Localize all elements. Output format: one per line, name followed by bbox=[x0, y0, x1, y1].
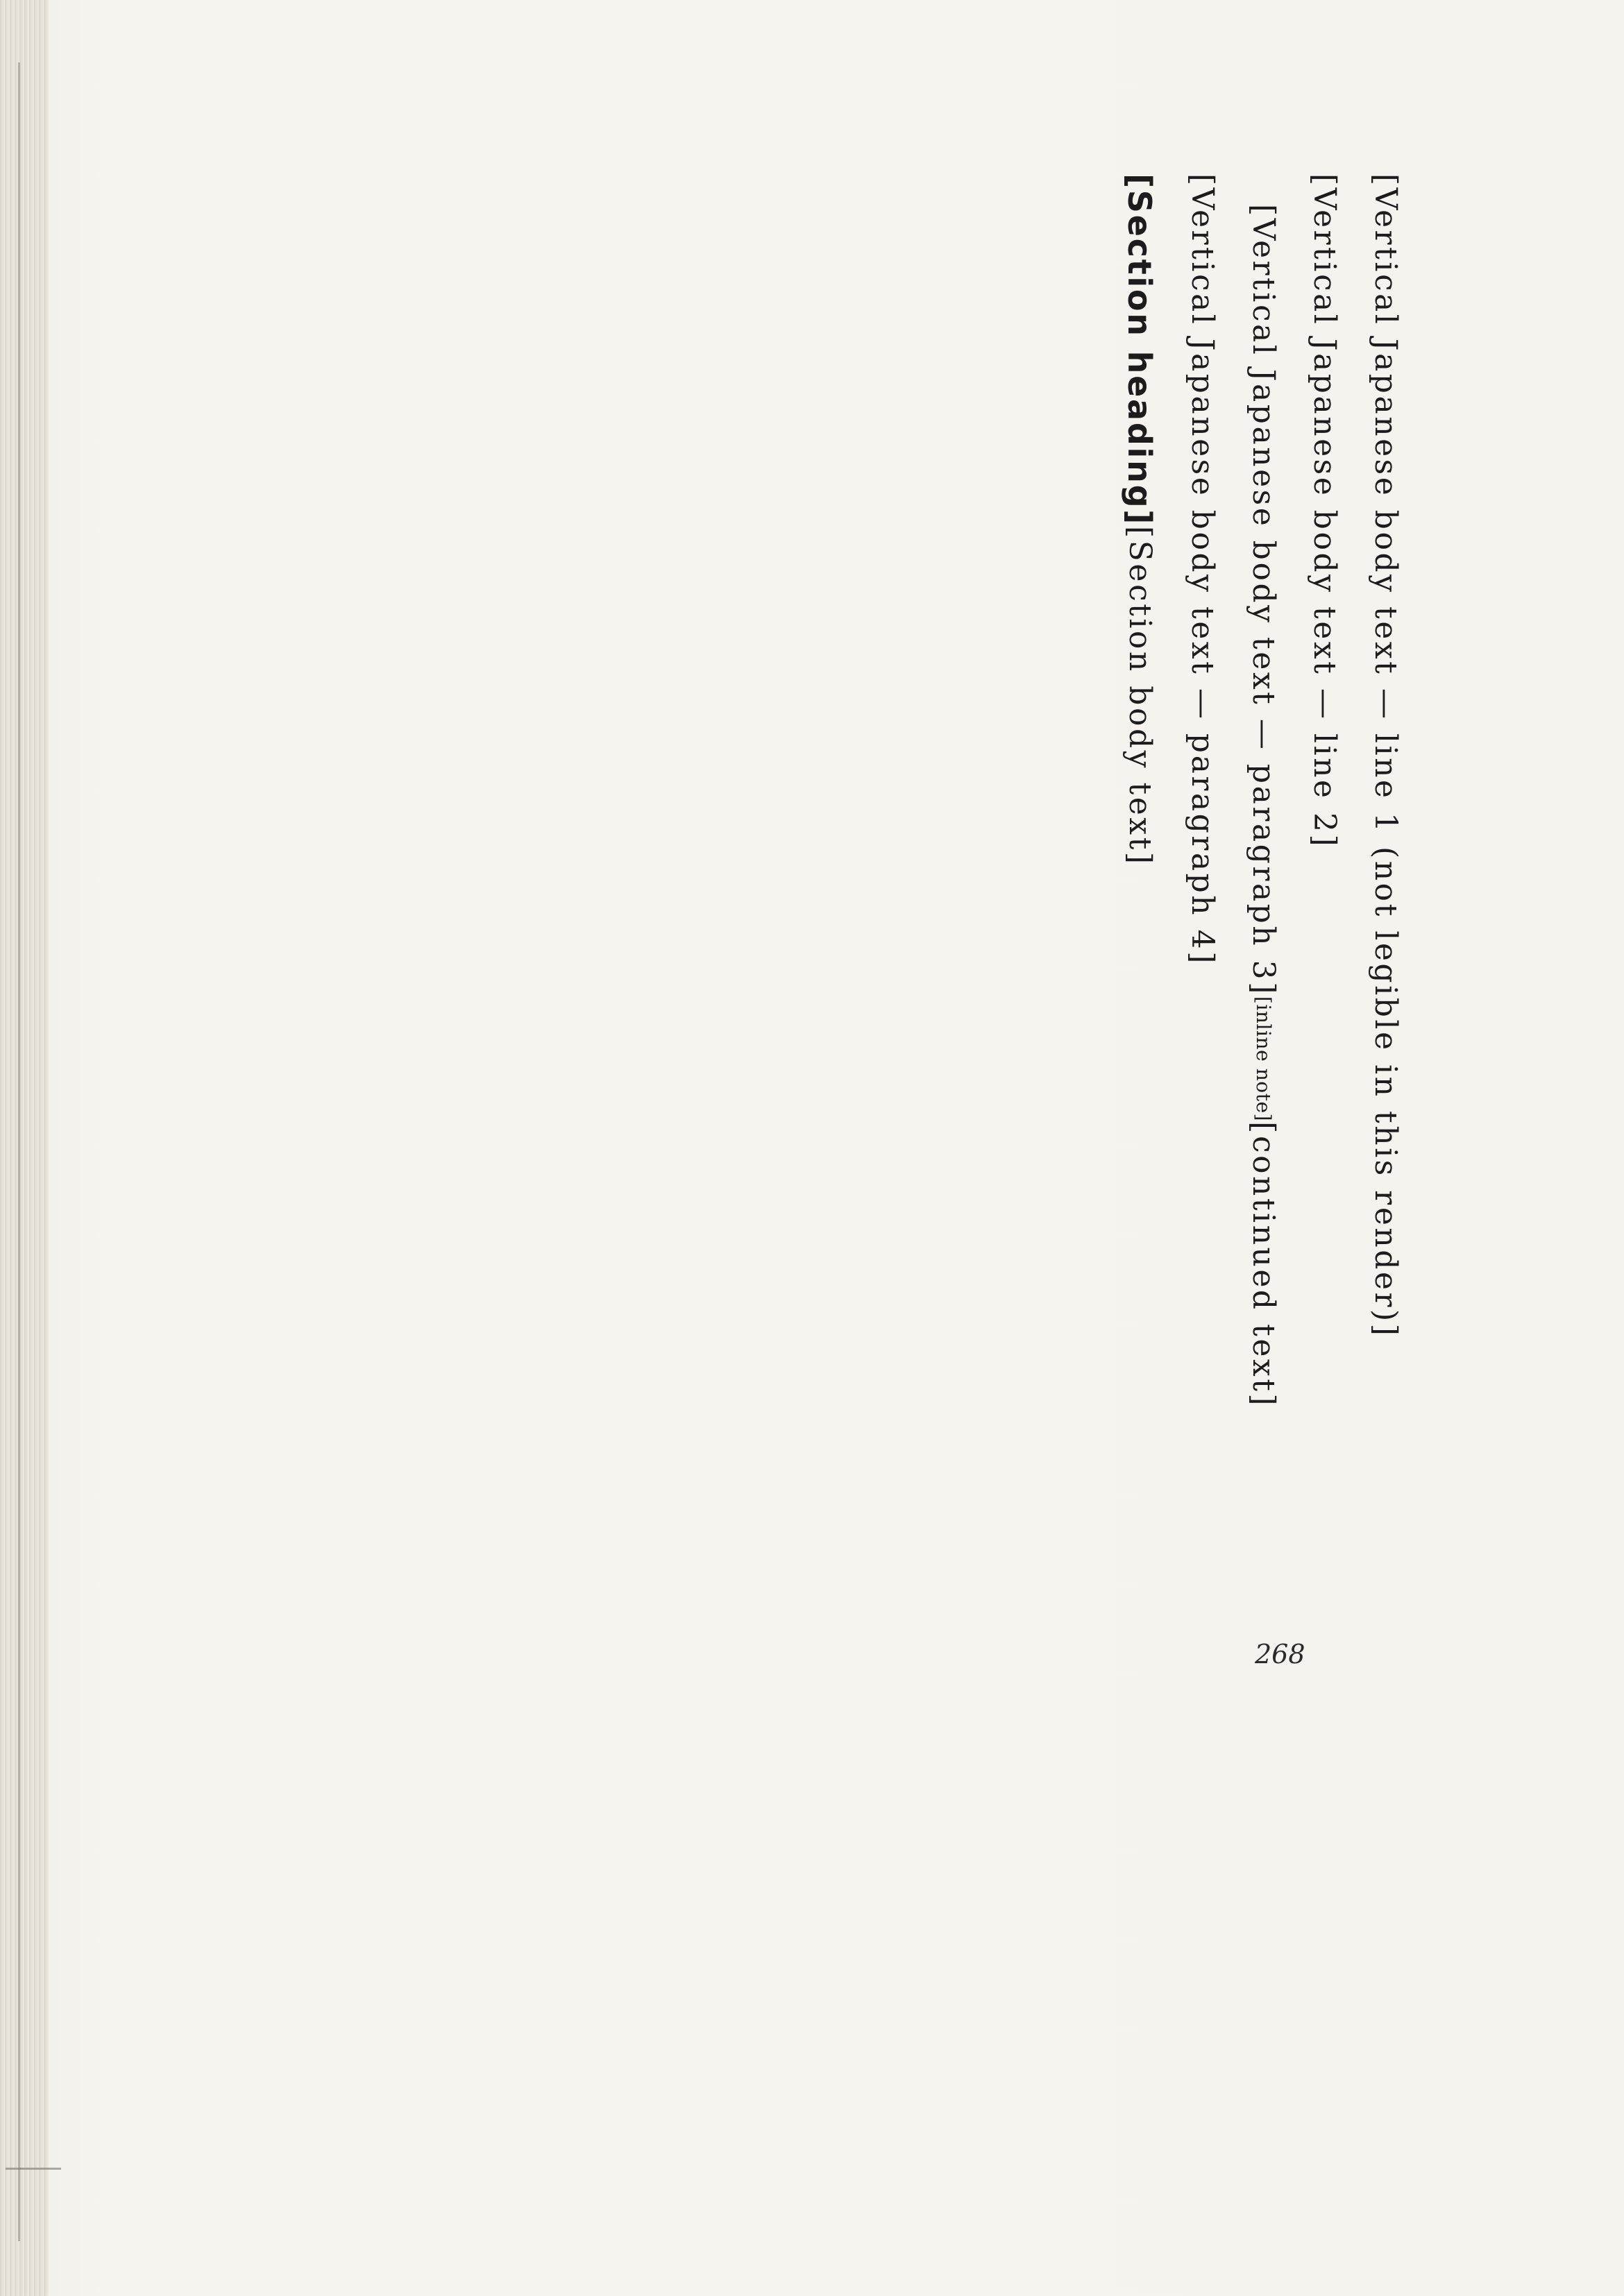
body-paragraph bbox=[1233, 173, 1294, 1700]
section-heading: [Section heading] bbox=[1121, 173, 1158, 527]
binding-gutter bbox=[0, 0, 49, 2296]
page-number: 268 bbox=[1255, 1639, 1305, 1669]
vertical-text-block bbox=[222, 173, 1416, 1700]
paragraph-text: [Vertical Japanese body text — paragraph 3] bbox=[1246, 204, 1281, 996]
inline-note: [inline note] bbox=[1252, 996, 1275, 1122]
body-paragraph bbox=[1172, 173, 1233, 1700]
paragraph-text: [Vertical Japanese body text — line 1 (not legible in this render)] bbox=[1368, 173, 1403, 1338]
body-paragraph bbox=[1355, 173, 1416, 1700]
paragraph-text: [Vertical Japanese body text — paragraph 4] bbox=[1185, 173, 1220, 966]
paragraph-text: [continued text] bbox=[1246, 1121, 1281, 1409]
section-paragraph bbox=[1108, 173, 1172, 1700]
paragraph-text: [Section body text] bbox=[1122, 526, 1158, 867]
body-paragraph bbox=[1294, 173, 1355, 1700]
paragraph-text: [Vertical Japanese body text — line 2] bbox=[1307, 173, 1342, 849]
binding-edge-line bbox=[18, 62, 20, 2241]
binding-edge-tick bbox=[6, 2168, 61, 2170]
